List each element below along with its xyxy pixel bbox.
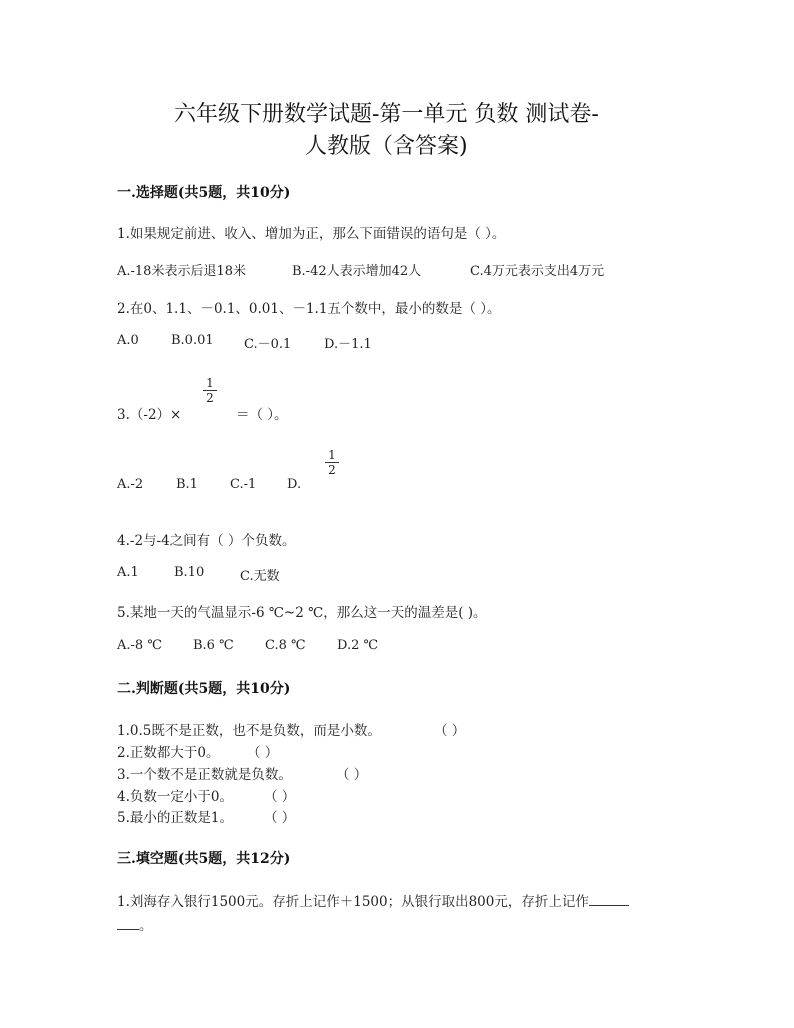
question-3-prefix: 3.（-2）× — [117, 407, 182, 423]
section-heading-multiple-choice: 一.选择题(共5题，共10分) — [117, 185, 291, 201]
judgement-item-1-text: 1.0.5既不是正数，也不是负数，而是小数。 — [117, 723, 381, 739]
question-5-option-c: C.8 ℃ — [265, 638, 306, 653]
question-3-option-d: D. — [287, 477, 302, 492]
question-1-option-c: C.4万元表示支出4万元 — [470, 264, 605, 279]
answer-blank[interactable] — [589, 893, 629, 906]
section-heading-fill-blank: 三.填空题(共5题，共12分) — [117, 851, 291, 867]
fraction-numerator: 1 — [328, 448, 336, 462]
question-5-option-b: B.6 ℃ — [193, 638, 234, 653]
judgement-item-3-answer: （ ） — [336, 767, 368, 783]
section-heading-true-false: 二.判断题(共5题，共10分) — [117, 681, 291, 697]
question-2-text: 2.在0、1.1、－0.1、0.01、－1.1五个数中，最小的数是（ ）。 — [117, 301, 501, 317]
question-2-option-a: A.0 — [117, 333, 139, 348]
question-3-option-c: C.-1 — [230, 477, 257, 492]
question-5-text: 5.某地一天的气温显示-6 ℃~2 ℃，那么这一天的温差是( )。 — [117, 605, 487, 621]
judgement-item-1-answer: （ ） — [434, 723, 466, 739]
question-4-option-b: B.10 — [174, 565, 205, 580]
question-3-fraction — [203, 377, 217, 404]
judgement-item-5-answer: （ ） — [264, 810, 296, 826]
question-1-option-b: B.-42人表示增加42人 — [292, 264, 422, 279]
judgement-item-2-answer: （ ） — [247, 745, 279, 761]
judgement-item-5-text: 5.最小的正数是1。 — [117, 810, 233, 826]
question-4-option-a: A.1 — [117, 565, 139, 580]
fraction-numerator: 1 — [206, 376, 214, 390]
question-4-text: 4.-2与-4之间有（ ）个负数。 — [117, 533, 296, 549]
fraction-denominator: 2 — [206, 391, 214, 405]
question-3-option-a: A.-2 — [117, 477, 144, 492]
question-5-option-d: D.2 ℃ — [337, 638, 379, 653]
answer-blank-continued[interactable] — [117, 917, 139, 930]
judgement-item-2-text: 2.正数都大于0。 — [117, 745, 220, 761]
question-1-option-a: A.-18米表示后退18米 — [117, 264, 246, 279]
judgement-item-4-answer: （ ） — [264, 789, 296, 805]
question-2-option-b: B.0.01 — [171, 333, 214, 348]
question-5-option-a: A.-8 ℃ — [117, 638, 162, 653]
fill-question-1-body: 1.刘海存入银行1500元。存折上记作＋1500；从银行取出800元，存折上记作 — [117, 894, 589, 910]
document-title-line1: 六年级下册数学试题-第一单元 负数 测试卷- — [174, 102, 599, 127]
question-3-option-d-fraction — [325, 449, 339, 476]
fill-question-1-text — [117, 890, 629, 910]
fill-question-1-continuation — [117, 914, 153, 934]
fill-question-1-end: 。 — [139, 918, 153, 934]
question-3-option-b: B.1 — [176, 477, 198, 492]
question-2-option-c: C.－0.1 — [244, 337, 292, 352]
judgement-item-3-text: 3.一个数不是正数就是负数。 — [117, 767, 292, 783]
fraction-denominator: 2 — [328, 463, 336, 477]
question-1-text: 1.如果规定前进、收入、增加为正，那么下面错误的语句是（ ）。 — [117, 226, 506, 242]
question-2-option-d: D.－1.1 — [324, 337, 372, 352]
judgement-item-4-text: 4.负数一定小于0。 — [117, 789, 233, 805]
question-3-suffix: ＝（ ）。 — [236, 407, 288, 423]
document-title-line2: 人教版（含答案) — [305, 134, 468, 159]
question-4-option-c: C.无数 — [240, 569, 280, 584]
